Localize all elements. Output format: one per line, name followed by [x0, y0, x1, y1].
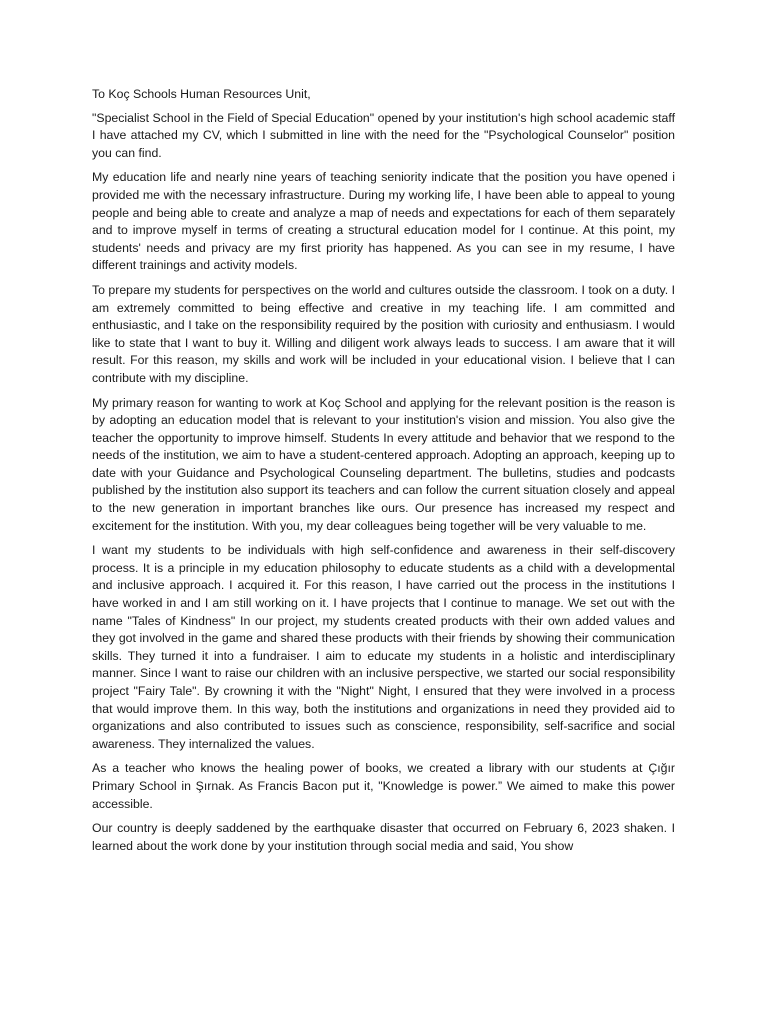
paragraph-commitment: To prepare my students for perspectives on the world and cultures outside the classroom. I took on a duty. I am extremely committed to being effective and creative in my teaching life. I am committed and enthusiastic, and I take on the responsibility required by the position with curiosity and enthusiasm. I would like to state that I want to buy it. Willing and diligent work always leads to success. I am aware that it will result. For this reason, my skills and work will be included in your educational vision. I believe that I can contribute with my discipline.: [92, 282, 675, 385]
paragraph-library: As a teacher who knows the healing power of books, we created a library with our students at Çığır Primary School in Şırnak. As Francis Bacon put it, "Knowledge is power.” We aimed to make this power accessible.: [92, 761, 675, 811]
paragraph-projects: I want my students to be individuals with high self-confidence and awareness in their self-discovery process. It is a principle in my education philosophy to educate students as a child with a developmental and inclusive approach. I acquired it. For this reason, I have carried out the process in the institutions I have worked in and I am still working on it. I have projects that I continue to manage. We set out with the name "Tales of Kindness" In our project, my students created products with their own added values and they got involved in the game and shared these products with their friends by showing their communication skills. They turned it into a fundraiser. I aim to educate my students in a holistic and interdisciplinary manner. Since I want to raise our children with an inclusive perspective, we started our social responsibility project "Fairy Tale". By crowning it with the "Night" Night, I ensured that they were involved in a process that would improve them. In this way, both the institutions and organizations in need they provided aid to organizations and also contributed to issues such as conscience, responsibility, self-sacrifice and social awareness. They internalized the values.: [92, 543, 675, 751]
paragraph-cv-attachment: "Specialist School in the Field of Special Education" opened by your institution's high school academic staff I have attached my CV, which I submitted in line with the need for the "Psychological Counselor" position you can find.: [92, 110, 675, 160]
paragraph-motivation: My primary reason for wanting to work at Koç School and applying for the relevant position is the reason is by adopting an education model that is relevant to your institution's vision and mission. You also give the teacher the opportunity to improve himself. Students In every attitude and behavior that we respond to the needs of the institution, we aim to have a student-centered approach. Adopting an approach, keeping up to date with your Guidance and Psychological Counseling department. The bulletins, studies and podcasts published by the institution also support its teachers and can follow the current situation closely and appeal to the new generation in important branches like ours. Our presence has increased my respect and excitement for the institution. With you, my dear colleagues being together will be very valuable to me.: [92, 395, 675, 533]
paragraph-teaching-experience: My education life and nearly nine years of teaching seniority indicate that the position you have opened i provided me with the necessary infrastructure. During my working life, I have been able to appeal to young people and being able to create and analyze a map of needs and expectations for each of them separately and to improve myself in terms of creating a structural education model for I continue. At this point, my students' needs and privacy are my first priority has happened. As you can see in my resume, I have different trainings and activity models.: [92, 170, 675, 273]
cover-letter: [92, 86, 675, 862]
letter-salutation: To Koç Schools Human Resources Unit,: [92, 87, 311, 101]
paragraph-earthquake: Our country is deeply saddened by the earthquake disaster that occurred on February 6, 2023 shaken. I learned about the work done by your institution through social media and said, You show: [92, 821, 675, 853]
